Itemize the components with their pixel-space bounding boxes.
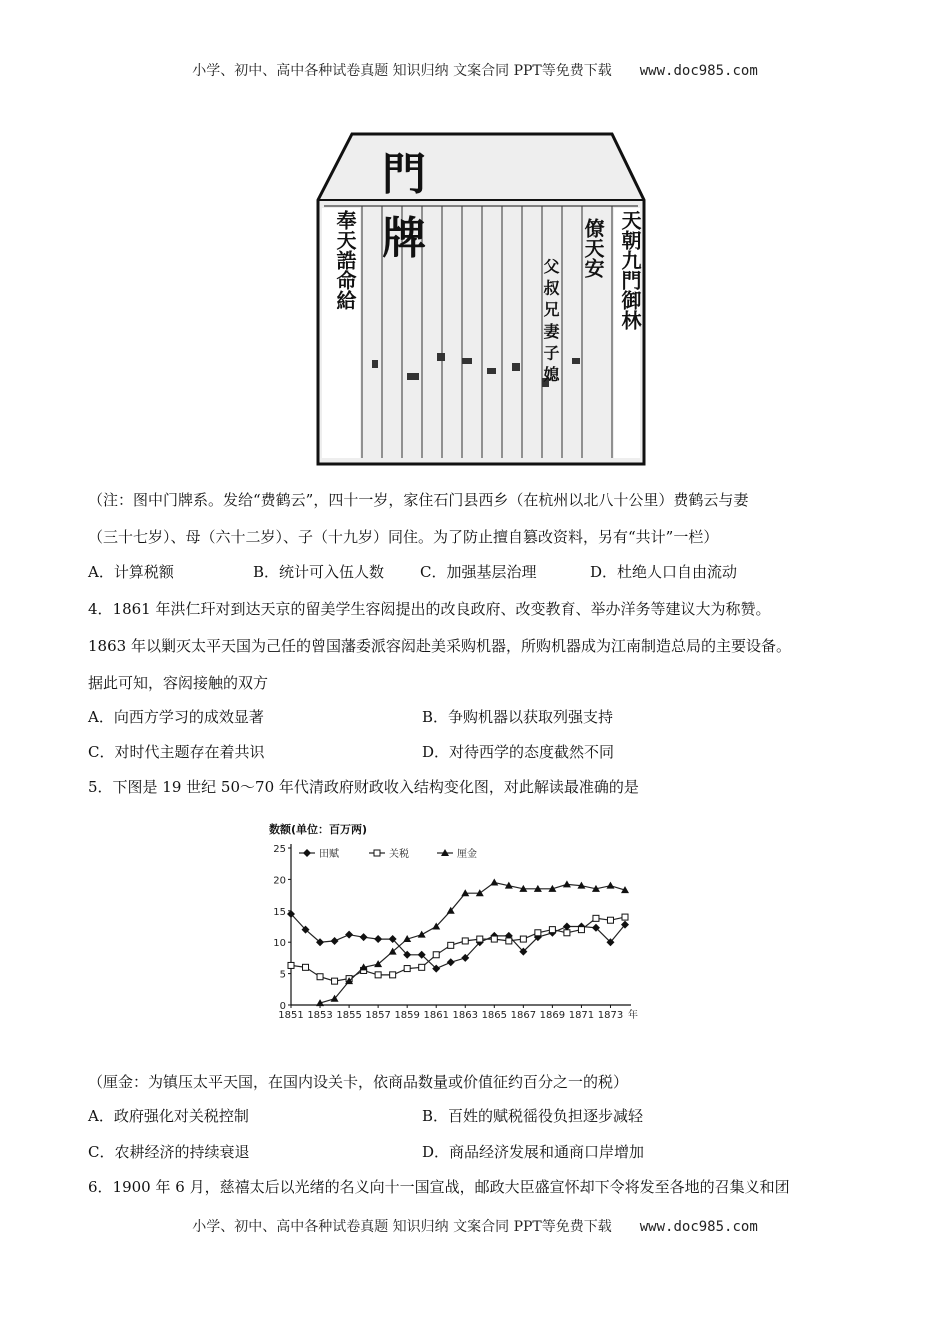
x-tick-label: 1861 [423, 1010, 449, 1021]
header-text: 小学、初中、高中各种试卷真题 知识归纳 文案合同 PPT等免费下载 [192, 63, 612, 79]
legend-marker [374, 850, 380, 856]
x-tick-label: 1869 [539, 1010, 566, 1021]
legend-label: 厘金 [457, 849, 477, 860]
series-line [320, 883, 625, 1004]
data-point [549, 927, 555, 933]
x-axis-label: 年 [628, 1010, 638, 1021]
x-tick-label: 1867 [510, 1010, 537, 1021]
y-tick-label: 5 [279, 969, 286, 981]
data-point [360, 933, 368, 941]
y-tick-label: 20 [273, 875, 286, 887]
q4-option-a: A．向西方学习的成效显著 [88, 708, 264, 726]
data-point [564, 930, 570, 936]
footer-site: www.doc985.com [639, 1219, 758, 1235]
q3-option-d: D．杜绝人口自由流动 [590, 563, 738, 581]
q4-option-d: D．对待西学的态度截然不同 [422, 743, 615, 761]
y-tick-label: 10 [273, 938, 286, 950]
legend-marker [303, 849, 311, 857]
data-point [607, 917, 613, 923]
data-point [506, 938, 512, 944]
x-tick-label: 1851 [278, 1010, 304, 1021]
door-plate-figure [312, 128, 652, 468]
q5-option-c: C．农耕经济的持续衰退 [88, 1143, 250, 1161]
data-point [462, 938, 468, 944]
door-plate-relations: 父 叔 兄 妻 子 媳 [541, 258, 560, 382]
data-point [578, 927, 584, 933]
x-tick-label: 1857 [365, 1010, 391, 1021]
page-header [0, 60, 950, 80]
data-point [490, 879, 498, 886]
q6-stem-line-1: 6．1900 年 6 月，慈禧太后以光绪的名义向十一国宣战，邮政大臣盛宣怀却下令将发至各地的召集义和团 [88, 1178, 790, 1196]
chart-axes [273, 844, 631, 1021]
q5-note: （厘金：为镇压太平天国，在国内设关卡，依商品数量或价值征约百分之一的税） [88, 1073, 629, 1091]
figure-note-line-1: （注：图中门牌系。发给“费鹤云”，四十一岁，家住石门县西乡（在杭州以北八十公里）费鹤云与妻 [88, 491, 749, 509]
data-point [332, 978, 338, 984]
x-tick-label: 1859 [394, 1010, 420, 1021]
series-line [291, 914, 625, 969]
data-point [303, 964, 309, 970]
q3-option-a: A．计算税额 [88, 563, 174, 581]
data-point [563, 880, 571, 887]
data-point [288, 962, 294, 968]
x-tick-label: 1873 [597, 1010, 624, 1021]
x-tick-label: 1855 [336, 1010, 362, 1021]
data-point [374, 935, 382, 943]
header-site: www.doc985.com [639, 63, 758, 79]
chart-series [287, 879, 629, 1007]
revenue-chart [265, 815, 670, 1040]
q3-option-b: B．统计可入伍人数 [253, 563, 385, 581]
y-tick-label: 25 [273, 844, 286, 855]
door-plate-title: 門牌 [382, 149, 526, 264]
data-point [317, 974, 323, 980]
legend-label: 田赋 [319, 849, 339, 860]
q5-option-a: A．政府强化对关税控制 [88, 1107, 249, 1125]
data-point [448, 942, 454, 948]
q4-option-b: B．争购机器以获取列强支持 [422, 708, 614, 726]
legend-label: 关税 [389, 849, 409, 860]
q4-stem-line-2: 1863 年以剿灭太平天国为己任的曾国藩委派容闳赴美采购机器，所购机器成为江南制造总局的主要设备。 [88, 637, 791, 655]
page-footer [0, 1216, 950, 1236]
data-point [593, 915, 599, 921]
q4-stem-line-3: 据此可知，容闳接触的双方 [88, 674, 269, 692]
data-point [520, 936, 526, 942]
data-point [606, 882, 614, 889]
door-plate-right-col-1: 天朝九門御林 [618, 210, 642, 330]
data-point [375, 972, 381, 978]
x-tick-label: 1853 [307, 1010, 333, 1021]
y-tick-label: 15 [273, 906, 286, 918]
data-point [622, 914, 628, 920]
data-point [447, 958, 455, 966]
series-关税 [288, 914, 628, 984]
q5-option-b: B．百姓的赋税徭役负担逐步减轻 [422, 1107, 644, 1125]
x-tick-label: 1863 [452, 1010, 478, 1021]
data-point [390, 972, 396, 978]
data-point [404, 966, 410, 972]
data-point [433, 952, 439, 958]
chart-title: 数额(单位：百万两) [269, 823, 368, 836]
door-plate-right-col-2: 僚天安 [581, 218, 605, 278]
chart-legend [299, 847, 477, 860]
door-plate-left-col: 奉天誥命給 [333, 210, 357, 310]
q4-stem-line-1: 4．1861 年洪仁玕对到达天京的留美学生容闳提出的改良政府、改变教育、举办洋务等建议大为称赞。 [88, 600, 771, 618]
data-point [345, 931, 353, 939]
x-tick-label: 1865 [481, 1010, 508, 1021]
figure-note-line-2: （三十七岁）、母（六十二岁）、子（十九岁）同住。为了防止擅自篡改资料，另有“共计”一栏） [88, 528, 719, 546]
data-point [331, 937, 339, 945]
data-point [418, 931, 426, 938]
series-田赋 [287, 910, 629, 973]
series-厘金 [316, 879, 629, 1007]
q5-option-d: D．商品经济发展和通商口岸增加 [422, 1143, 645, 1161]
q4-option-c: C．对时代主题存在着共识 [88, 743, 265, 761]
x-tick-label: 1871 [568, 1010, 595, 1021]
q3-option-c: C．加强基层治理 [420, 563, 537, 581]
q5-stem: 5．下图是 19 世纪 50～70 年代清政府财政收入结构变化图，对此解读最准确的是 [88, 778, 639, 796]
data-point [491, 936, 497, 942]
y-tick-label: 0 [279, 1001, 286, 1012]
footer-text: 小学、初中、高中各种试卷真题 知识归纳 文案合同 PPT等免费下载 [192, 1219, 612, 1235]
data-point [535, 930, 541, 936]
data-point [477, 936, 483, 942]
data-point [419, 964, 425, 970]
